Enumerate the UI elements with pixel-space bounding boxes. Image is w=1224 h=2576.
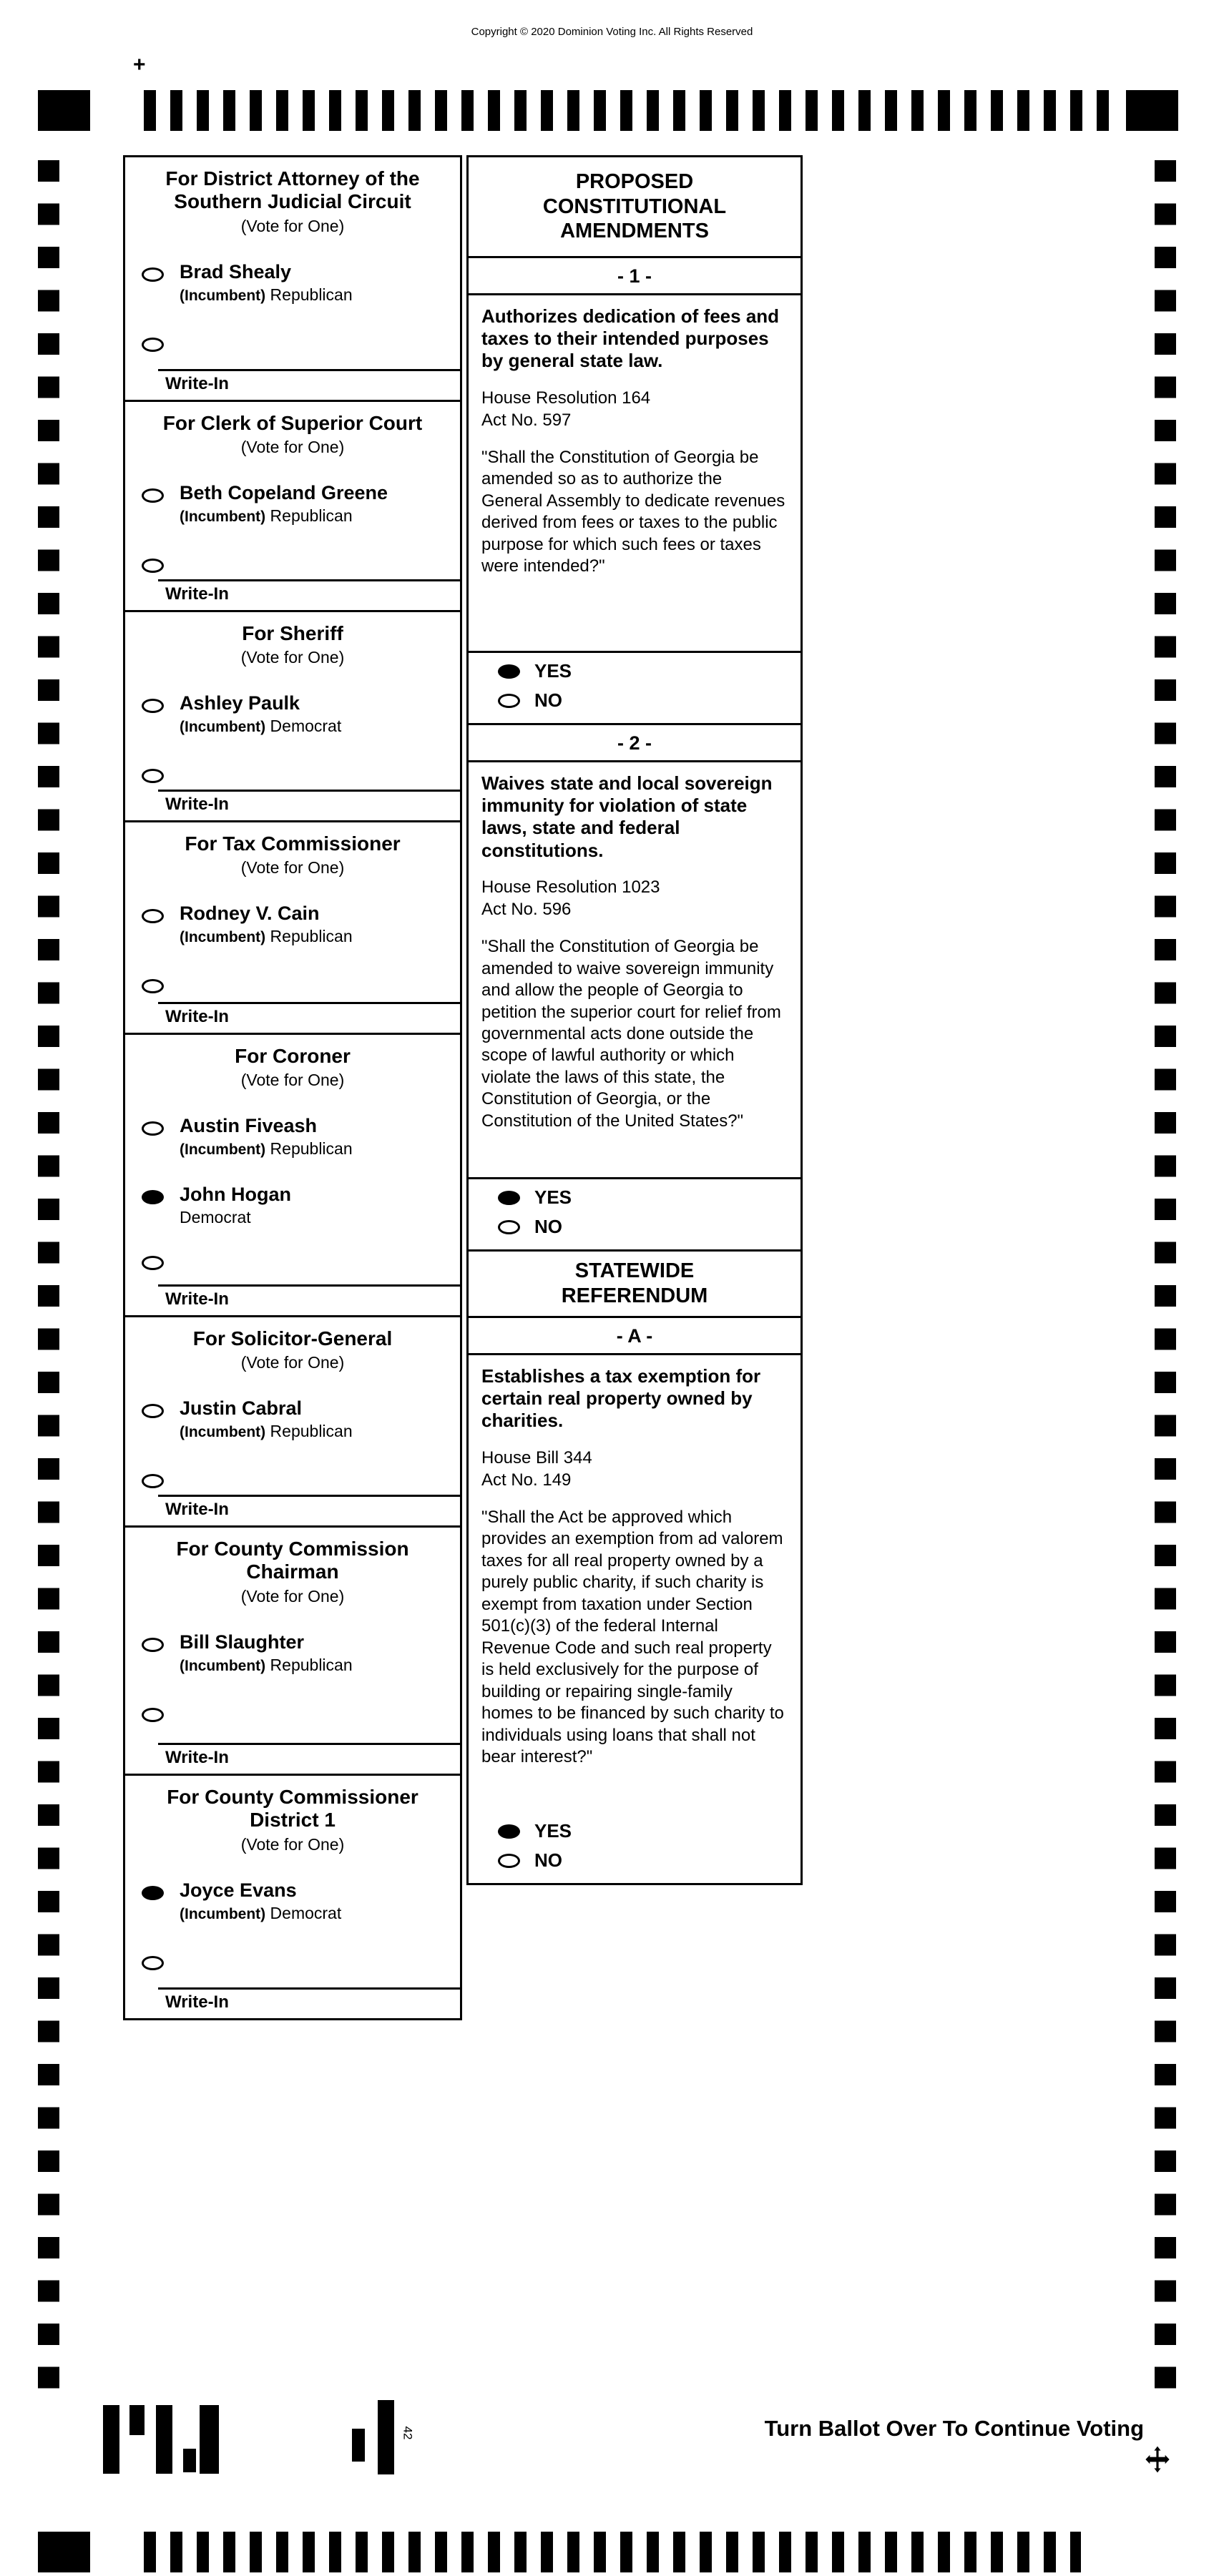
timing-marks-right <box>1155 160 1176 2410</box>
timing-bars-bottom <box>144 2532 1081 2572</box>
registration-plus-mark: + <box>133 53 146 77</box>
option-label: YES <box>534 1186 572 1208</box>
measure-number: - 1 - <box>617 265 652 287</box>
write-in-line[interactable] <box>158 1987 460 1990</box>
write-in-area <box>125 1002 460 1028</box>
incumbent-label: (Incumbent) <box>180 1657 266 1674</box>
stub-number: 42 <box>401 2426 415 2440</box>
option-row <box>498 660 788 682</box>
vote-oval[interactable] <box>498 664 520 679</box>
contest-title: For District Attorney of the Southern Judicial Circuit <box>165 167 420 213</box>
vote-oval[interactable] <box>142 1886 164 1900</box>
contest-title: For Coroner <box>235 1045 351 1067</box>
timing-marks-top <box>38 90 1178 131</box>
vote-oval[interactable] <box>498 694 520 708</box>
vote-for-instruction: (Vote for One) <box>240 648 345 667</box>
option-row <box>498 1216 788 1238</box>
candidate-row <box>142 483 460 526</box>
vote-oval[interactable] <box>498 1854 520 1868</box>
incumbent-label: (Incumbent) <box>180 1424 266 1441</box>
candidate-detail <box>180 1422 353 1441</box>
party-label: Democrat <box>270 1903 342 1922</box>
contest-commission-chairman <box>123 1525 462 1776</box>
vote-for-instruction: (Vote for One) <box>240 1071 345 1090</box>
option-label: YES <box>534 1820 572 1842</box>
option-label: YES <box>534 660 572 682</box>
incumbent-label: (Incumbent) <box>180 1141 266 1159</box>
candidate-row <box>142 1880 460 1923</box>
write-in-area <box>125 1284 460 1311</box>
write-in-line[interactable] <box>158 1002 460 1004</box>
candidate-detail <box>180 506 388 526</box>
stub-barcode-bar <box>378 2400 394 2474</box>
candidate-name: Austin Fiveash <box>180 1115 318 1137</box>
divider-line <box>469 293 801 295</box>
referendum-header-text: STATEWIDE REFERENDUM <box>561 1259 708 1307</box>
measure-summary: Waives state and local sovereign immunity for violation of state laws, state and federal constitutions. <box>481 772 773 861</box>
blank-candidate-row <box>142 979 460 997</box>
blank-candidate-row <box>142 769 460 787</box>
contest-title: For Tax Commissioner <box>185 832 401 855</box>
blank-candidate-row <box>142 1256 460 1274</box>
write-in-label: Write-In <box>165 374 229 393</box>
candidate-detail <box>180 1656 353 1675</box>
blank-candidate-row <box>142 1708 460 1726</box>
timing-block-top-left <box>38 90 90 131</box>
candidate-name: Joyce Evans <box>180 1879 297 1901</box>
vote-oval[interactable] <box>142 1638 164 1652</box>
measure-summary: Authorizes dedication of fees and taxes to their intended purposes by general state law. <box>481 305 780 372</box>
option-row <box>498 1849 788 1872</box>
candidate-row <box>142 903 460 946</box>
vote-for-instruction: (Vote for One) <box>240 216 345 235</box>
party-label: Republican <box>270 506 353 526</box>
measures-column <box>466 155 803 1885</box>
candidate-row <box>142 1632 460 1675</box>
contest-title: For Solicitor-General <box>192 1327 393 1350</box>
measure-question: "Shall the Act be approved which provides an exemption from ad valorem taxes for all real property owned by a purely public charity, if such charity is exempt from taxation under Section 501(c)(3) of the federal Internal Revenue Code and such real property is held exclusively for the purpose of building or repairing single-family homes to be financed by such charity to individuals using loans that shall not bear interest?" <box>481 1507 784 1767</box>
stub-barcode-bar <box>156 2405 172 2474</box>
party-label: Republican <box>270 927 353 946</box>
option-label: NO <box>534 1216 562 1237</box>
write-in-oval[interactable] <box>142 1256 164 1270</box>
vote-oval[interactable] <box>142 1404 164 1418</box>
measure-options <box>481 1177 788 1249</box>
candidate-name: Brad Shealy <box>180 260 292 282</box>
candidate-row <box>142 1116 460 1159</box>
party-label: Republican <box>270 1655 353 1674</box>
measure-question: "Shall the Constitution of Georgia be amended so as to authorize the General Assembly to dedicate revenues derived from fees or taxes to the public purpose for which such fees or taxes were intended?" <box>481 447 785 576</box>
write-in-label: Write-In <box>165 1748 229 1767</box>
referendum-header <box>466 1249 803 1318</box>
timing-bars-top <box>144 90 1115 131</box>
divider-line <box>469 760 801 762</box>
incumbent-label: (Incumbent) <box>180 287 266 304</box>
vote-oval[interactable] <box>142 699 164 713</box>
blank-candidate-row <box>142 338 460 355</box>
measure-number: - A - <box>616 1325 653 1347</box>
vote-oval[interactable] <box>142 1190 164 1204</box>
candidate-detail <box>180 1208 291 1227</box>
reference-line: House Bill 344 <box>481 1447 592 1468</box>
measure-options <box>481 651 788 723</box>
write-in-oval[interactable] <box>142 979 164 993</box>
vote-oval[interactable] <box>142 267 164 282</box>
contest-title: For Sheriff <box>242 622 343 644</box>
contest-tax-commissioner <box>123 820 462 1035</box>
candidate-name: John Hogan <box>180 1184 291 1206</box>
write-in-area <box>125 1743 460 1769</box>
incumbent-label: (Incumbent) <box>180 508 266 526</box>
amendments-header-text: PROPOSED CONSTITUTIONAL AMENDMENTS <box>542 169 727 243</box>
write-in-label: Write-In <box>165 795 229 814</box>
reference-line: Act No. 596 <box>481 899 572 919</box>
write-in-line[interactable] <box>158 579 460 581</box>
contest-title: For Clerk of Superior Court <box>162 412 423 434</box>
vote-oval[interactable] <box>498 1824 520 1839</box>
party-label: Republican <box>270 1422 353 1441</box>
write-in-oval[interactable] <box>142 1956 164 1970</box>
option-row <box>498 1186 788 1209</box>
party-label: Republican <box>270 285 353 304</box>
write-in-label: Write-In <box>165 1992 229 2012</box>
write-in-oval[interactable] <box>142 1708 164 1722</box>
measure-question: "Shall the Constitution of Georgia be amended to waive sovereign immunity and allow the people of Georgia to petition the superior court for relief from governmental acts done outside the scope of lawful authority or which violate the laws of this state, the Constitution of Georgia, or the Constitution of the United States?" <box>481 937 781 1131</box>
write-in-label: Write-In <box>165 1500 229 1519</box>
measure-options <box>481 1813 788 1883</box>
contest-clerk-superior-court <box>123 400 462 612</box>
candidate-name: Rodney V. Cain <box>180 903 320 925</box>
write-in-line[interactable] <box>158 1284 460 1287</box>
copyright-notice: Copyright © 2020 Dominion Voting Inc. All Rights Reserved <box>471 26 753 38</box>
write-in-area <box>125 1987 460 2014</box>
stub-barcode-bar <box>129 2405 145 2435</box>
candidate-row <box>142 693 460 736</box>
divider-line <box>469 1353 801 1355</box>
write-in-oval[interactable] <box>142 1474 164 1488</box>
write-in-line[interactable] <box>158 1495 460 1497</box>
stub-barcode-bar <box>352 2429 365 2462</box>
candidate-row <box>142 1398 460 1441</box>
contest-solicitor-general <box>123 1315 462 1528</box>
write-in-line[interactable] <box>158 790 460 792</box>
vote-oval[interactable] <box>142 1121 164 1136</box>
vote-oval[interactable] <box>142 488 164 503</box>
contest-coroner <box>123 1033 462 1317</box>
write-in-area <box>125 369 460 395</box>
reference-line: House Resolution 164 <box>481 388 651 408</box>
candidate-detail <box>180 1904 341 1923</box>
write-in-oval[interactable] <box>142 338 164 352</box>
vote-for-instruction: (Vote for One) <box>240 1353 345 1372</box>
contest-county-commissioner-d1 <box>123 1774 462 2020</box>
option-row <box>498 1820 788 1842</box>
candidate-detail <box>180 285 353 305</box>
turn-ballot-instruction: Turn Ballot Over To Continue Voting <box>764 2416 1144 2441</box>
blank-candidate-row <box>142 1474 460 1492</box>
party-label: Republican <box>270 1139 353 1159</box>
measure-references <box>481 876 788 920</box>
measure-references <box>481 1447 788 1491</box>
divider-line <box>469 1177 801 1179</box>
four-way-arrows-icon <box>1142 2444 1172 2474</box>
candidate-name: Bill Slaughter <box>180 1631 305 1653</box>
timing-marks-left <box>38 160 59 2410</box>
blank-candidate-row <box>142 559 460 576</box>
write-in-area <box>125 579 460 606</box>
amendments-header <box>466 155 803 258</box>
measure-referendum-a <box>466 1316 803 1885</box>
divider-line <box>469 651 801 653</box>
candidate-row <box>142 262 460 305</box>
write-in-area <box>125 1495 460 1521</box>
incumbent-label: (Incumbent) <box>180 719 266 736</box>
option-label: NO <box>534 689 562 711</box>
blank-candidate-row <box>142 1956 460 1974</box>
candidate-name: Beth Copeland Greene <box>180 482 388 504</box>
party-label: Democrat <box>180 1207 251 1226</box>
measure-amendment-1 <box>466 256 803 725</box>
candidate-name: Justin Cabral <box>180 1397 303 1420</box>
stub-barcode-bar <box>103 2405 119 2474</box>
measure-amendment-2 <box>466 723 803 1252</box>
write-in-oval[interactable] <box>142 769 164 783</box>
candidate-detail <box>180 927 353 946</box>
vote-for-instruction: (Vote for One) <box>240 438 345 457</box>
vote-oval[interactable] <box>498 1220 520 1234</box>
contest-sheriff <box>123 610 462 822</box>
reference-line: House Resolution 1023 <box>481 877 660 897</box>
vote-for-instruction: (Vote for One) <box>240 1834 345 1854</box>
timing-block-top-right <box>1126 90 1178 131</box>
option-label: NO <box>534 1849 562 1871</box>
write-in-line[interactable] <box>158 369 460 371</box>
party-label: Democrat <box>270 717 342 736</box>
vote-for-instruction: (Vote for One) <box>240 858 345 877</box>
reference-line: Act No. 149 <box>481 1470 572 1490</box>
write-in-label: Write-In <box>165 584 229 604</box>
contest-title: For County Commissioner District 1 <box>167 1786 418 1832</box>
reference-line: Act No. 597 <box>481 410 572 430</box>
stub-barcode-bar <box>183 2449 196 2472</box>
write-in-oval[interactable] <box>142 559 164 573</box>
timing-marks-bottom <box>38 2532 1178 2572</box>
candidate-name: Ashley Paulk <box>180 692 300 714</box>
candidate-row <box>142 1184 460 1227</box>
vote-for-instruction: (Vote for One) <box>240 1586 345 1606</box>
vote-oval[interactable] <box>142 909 164 923</box>
write-in-label: Write-In <box>165 1007 229 1026</box>
measure-summary: Establishes a tax exemption for certain real property owned by charities. <box>481 1365 761 1432</box>
write-in-label: Write-In <box>165 1289 229 1309</box>
write-in-line[interactable] <box>158 1743 460 1745</box>
measure-number: - 2 - <box>617 732 652 754</box>
timing-block-bottom-left <box>38 2532 90 2572</box>
candidate-detail <box>180 1139 353 1159</box>
candidate-detail <box>180 717 341 736</box>
write-in-area <box>125 790 460 816</box>
incumbent-label: (Incumbent) <box>180 929 266 946</box>
contest-district-attorney <box>123 155 462 402</box>
stub-barcode-bar <box>200 2405 219 2474</box>
option-row <box>498 689 788 712</box>
contest-column <box>123 155 462 2020</box>
incumbent-label: (Incumbent) <box>180 1905 266 1922</box>
measure-references <box>481 387 788 431</box>
vote-oval[interactable] <box>498 1191 520 1205</box>
contest-title: For County Commission Chairman <box>176 1538 409 1583</box>
